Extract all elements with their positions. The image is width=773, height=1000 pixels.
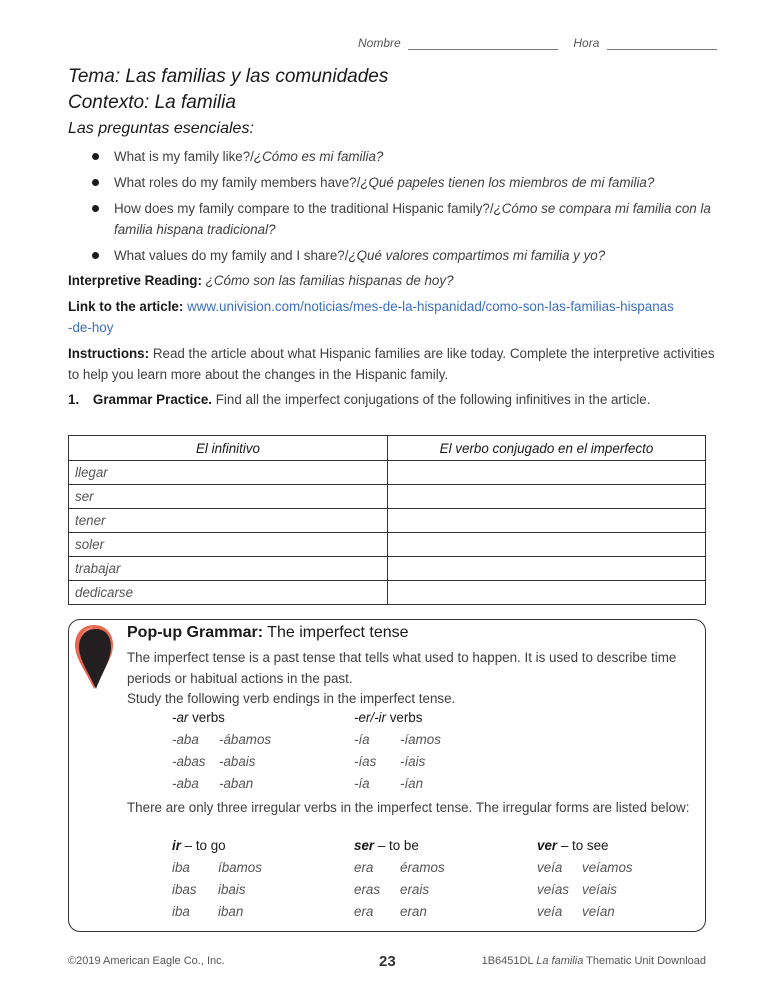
name-label: Nombre (358, 36, 401, 50)
practice-table (68, 435, 706, 605)
ending-cell: -ía (354, 732, 370, 747)
form-cell: veíamos (582, 860, 633, 875)
column-header-infinitive: El infinitivo (69, 436, 388, 461)
context-title: Contexto: La familia (68, 92, 236, 113)
grammar-practice-prompt (68, 389, 718, 410)
form-cell: íbamos (218, 860, 262, 875)
bullet-icon (92, 205, 99, 212)
table-header-row (69, 436, 706, 461)
footer-copyright: ©2019 American Eagle Co., Inc. (68, 955, 225, 967)
verb-label: ver (537, 838, 558, 853)
verb-meaning: – to see (557, 838, 609, 853)
answer-cell[interactable] (388, 461, 706, 485)
table-row (69, 461, 706, 485)
popup-grammar-title (127, 624, 409, 642)
question-item (92, 146, 712, 167)
irregular-ser-header (354, 838, 419, 853)
answer-cell[interactable] (388, 485, 706, 509)
name-hour-header (358, 36, 717, 50)
irregular-intro: There are only three irregular verbs in the imperfect tense. The irregular forms are listed below: (127, 800, 690, 815)
infinitive-cell: tener (69, 509, 388, 533)
footer-unit (482, 955, 706, 967)
ending-cell: -aba (172, 776, 199, 791)
verbs-label: verbs (188, 710, 225, 725)
question-item (92, 245, 712, 266)
question-en: What values do my family and I share?/ (114, 248, 349, 263)
answer-cell[interactable] (388, 509, 706, 533)
irregular-ir-header (172, 838, 226, 853)
verbs-label: verbs (385, 710, 423, 725)
form-cell: veías (537, 882, 570, 897)
er-ir-verbs-header (354, 710, 422, 725)
form-cell: éramos (400, 860, 445, 875)
interpretive-reading-text: ¿Cómo son las familias hispanas de hoy? (205, 273, 454, 288)
verb-meaning: – to go (180, 838, 226, 853)
ar-verbs-header (172, 710, 225, 725)
page-title: Tema: Las familias y las comunidades (68, 66, 389, 87)
answer-cell[interactable] (388, 533, 706, 557)
table-row (69, 485, 706, 509)
form-cell: iban (218, 904, 244, 919)
infinitive-cell: ser (69, 485, 388, 509)
question-en: What is my family like?/ (114, 149, 254, 164)
popup-intro: The imperfect tense is a past tense that tells what used to happen. It is used to describe time periods or habitual actions in the past. (127, 650, 677, 686)
table-row (69, 509, 706, 533)
bullet-icon (92, 179, 99, 186)
form-cell: erais (400, 882, 430, 897)
form-cell: veía (537, 904, 563, 919)
answer-cell[interactable] (388, 557, 706, 581)
form-cell: era (354, 860, 374, 875)
essential-questions-list (92, 146, 712, 271)
column-header-conjugated: El verbo conjugado en el imperfecto (388, 436, 706, 461)
infinitive-cell: llegar (69, 461, 388, 485)
footer-code: 1B6451DL (481, 955, 537, 967)
table-row (69, 533, 706, 557)
ending-cell: -ían (400, 776, 424, 791)
instructions-text: Read the article about what Hispanic families are like today. Complete the interpretive activities to help you learn more about the changes in the Hispanic family. (68, 346, 715, 382)
form-cell: iba (172, 860, 190, 875)
form-cell: eras (354, 882, 381, 897)
question-es: ¿Cómo es mi familia? (253, 149, 384, 164)
question-en: How does my family compare to the traditional Hispanic family?/ (114, 201, 494, 216)
grammar-practice-label: Grammar Practice. (92, 392, 213, 407)
question-en: What roles do my family members have?/ (114, 175, 361, 190)
footer-unit-suffix: Thematic Unit Download (583, 955, 706, 967)
answer-cell[interactable] (388, 581, 706, 605)
essential-questions-heading: Las preguntas esenciales: (68, 120, 254, 137)
form-cell: eran (400, 904, 427, 919)
form-cell: era (354, 904, 374, 919)
er-ir-label: -er/-ir (354, 710, 386, 725)
interpretive-reading-label: Interpretive Reading: (68, 273, 202, 288)
ending-cell: -ía (354, 776, 370, 791)
ending-cell: -abas (172, 754, 206, 769)
irregular-ver-header (537, 838, 608, 853)
footer-unit-title: La familia (536, 955, 584, 967)
ending-cell: -abais (219, 754, 256, 769)
page-number: 23 (379, 953, 396, 970)
popup-grammar-label: Pop-up Grammar: (127, 624, 264, 641)
name-field[interactable] (408, 37, 558, 50)
ending-cell: -ías (354, 754, 377, 769)
form-cell: ibais (218, 882, 246, 897)
question-item (92, 172, 712, 193)
form-cell: iba (172, 904, 190, 919)
popup-grammar-topic: The imperfect tense (267, 624, 409, 641)
infinitive-cell: trabajar (69, 557, 388, 581)
verb-meaning: – to be (374, 838, 419, 853)
article-link-label: Link to the article: (68, 299, 184, 314)
popup-study: Study the following verb endings in the imperfect tense. (127, 691, 456, 706)
ending-cell: -aba (172, 732, 199, 747)
map-pin-icon (73, 623, 115, 693)
ending-cell: -íais (400, 754, 426, 769)
instructions (68, 343, 718, 385)
infinitive-cell: dedicarse (69, 581, 388, 605)
ending-cell: -aban (219, 776, 254, 791)
ending-cell: -íamos (400, 732, 441, 747)
infinitive-cell: soler (69, 533, 388, 557)
article-link-block (68, 296, 678, 338)
form-cell: veía (537, 860, 563, 875)
table-row (69, 581, 706, 605)
hour-label: Hora (573, 36, 600, 50)
form-cell: veían (582, 904, 615, 919)
form-cell: veíais (582, 882, 617, 897)
ar-label: -ar (172, 710, 189, 725)
hour-field[interactable] (607, 37, 717, 50)
article-link[interactable]: www.univision.com/noticias/mes-de-la-hispanidad/como-son-las-familias-hispanas-de-hoy (68, 299, 674, 335)
question-es: ¿Qué papeles tienen los miembros de mi familia? (360, 175, 655, 190)
interpretive-reading (68, 270, 718, 291)
verb-label: ser (354, 838, 375, 853)
bullet-icon (92, 153, 99, 160)
grammar-practice-text: Find all the imperfect conjugations of the following infinitives in the article. (215, 392, 651, 407)
question-item (92, 198, 712, 240)
question-es: ¿Cómo se compara mi familia con la familia hispana tradicional? (114, 201, 711, 237)
verb-label: ir (172, 838, 181, 853)
table-row (69, 557, 706, 581)
form-cell: ibas (172, 882, 197, 897)
item-number: 1. (68, 392, 80, 407)
bullet-icon (92, 252, 99, 259)
question-es: ¿Qué valores compartimos mi familia y yo? (348, 248, 606, 263)
ending-cell: -ábamos (219, 732, 272, 747)
instructions-label: Instructions: (68, 346, 150, 361)
